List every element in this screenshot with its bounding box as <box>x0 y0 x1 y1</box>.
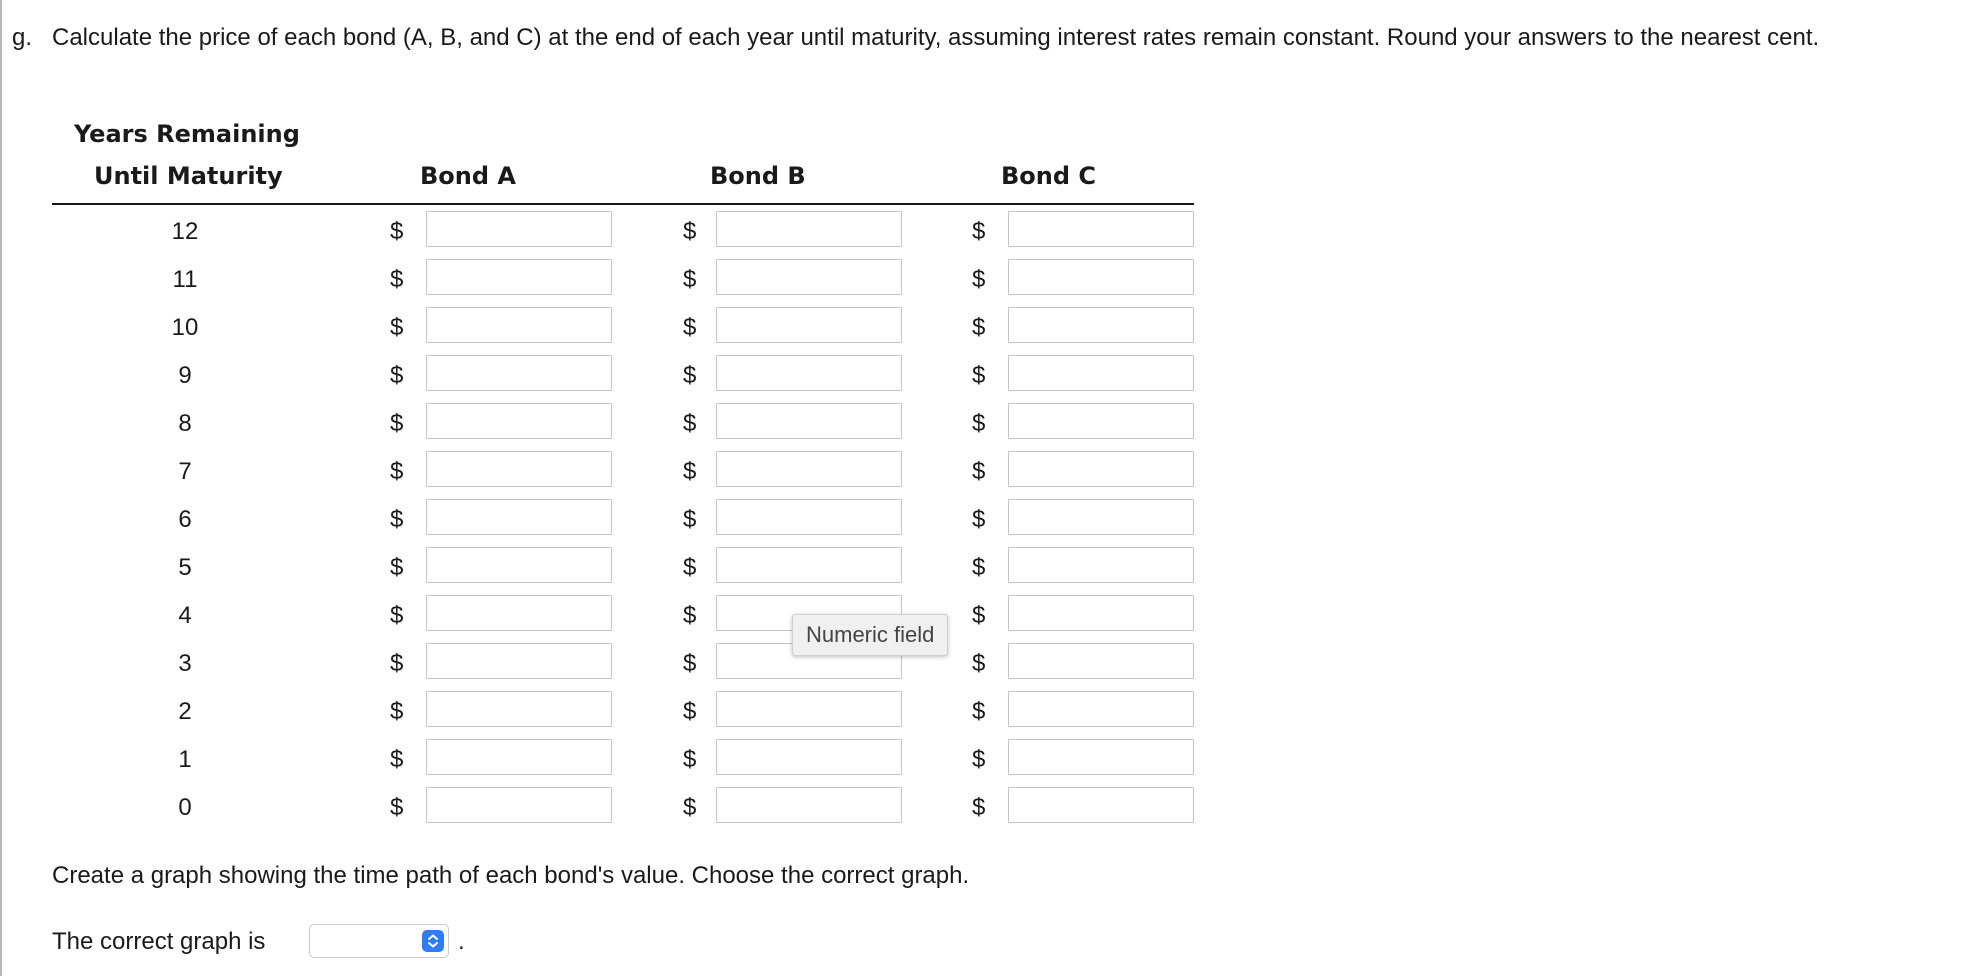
dollar-sign: $ <box>972 410 986 437</box>
bond-a-price-field[interactable] <box>426 259 612 295</box>
bond-b-header: Bond B <box>710 162 806 190</box>
years-remaining-cell: 11 <box>172 266 198 293</box>
dollar-sign: $ <box>972 458 986 485</box>
table-row <box>0 544 1300 592</box>
bond-c-price-field[interactable] <box>1008 595 1194 631</box>
graph-answer-label: The correct graph is <box>52 928 266 955</box>
bond-a-price-field[interactable] <box>426 787 612 823</box>
dollar-sign: $ <box>683 362 697 389</box>
dollar-sign: $ <box>390 746 404 773</box>
question-letter: g. <box>12 24 33 51</box>
bond-a-price-field[interactable] <box>426 355 612 391</box>
dollar-sign: $ <box>683 266 697 293</box>
dollar-sign: $ <box>972 602 986 629</box>
dollar-sign: $ <box>972 362 986 389</box>
dollar-sign: $ <box>683 602 697 629</box>
dollar-sign: $ <box>972 746 986 773</box>
dollar-sign: $ <box>683 554 697 581</box>
years-remaining-cell: 3 <box>178 650 192 677</box>
table-row <box>0 352 1300 400</box>
table-row <box>0 496 1300 544</box>
table-row <box>0 592 1300 640</box>
dollar-sign: $ <box>390 698 404 725</box>
table-row <box>0 400 1300 448</box>
bond-b-price-field[interactable] <box>716 499 902 535</box>
dollar-sign: $ <box>390 794 404 821</box>
bond-c-price-field[interactable] <box>1008 787 1194 823</box>
dollar-sign: $ <box>972 506 986 533</box>
table-row <box>0 448 1300 496</box>
table-row <box>0 208 1300 256</box>
question-g <box>12 17 1912 59</box>
bond-a-price-field[interactable] <box>426 403 612 439</box>
dollar-sign: $ <box>972 218 986 245</box>
bond-b-price-field[interactable] <box>716 451 902 487</box>
dollar-sign: $ <box>390 602 404 629</box>
dollar-sign: $ <box>683 506 697 533</box>
answer-period: . <box>458 928 465 955</box>
dollar-sign: $ <box>972 314 986 341</box>
dollar-sign: $ <box>390 506 404 533</box>
table-row <box>0 640 1300 688</box>
dollar-sign: $ <box>972 266 986 293</box>
table-row <box>0 736 1300 784</box>
dollar-sign: $ <box>390 362 404 389</box>
bond-a-header: Bond A <box>420 162 516 190</box>
bond-c-price-field[interactable] <box>1008 259 1194 295</box>
bond-c-header: Bond C <box>1001 162 1097 190</box>
table-row <box>0 304 1300 352</box>
table-row <box>0 688 1300 736</box>
bond-c-price-field[interactable] <box>1008 691 1194 727</box>
years-remaining-cell: 1 <box>178 746 192 773</box>
dollar-sign: $ <box>390 650 404 677</box>
header-divider <box>52 203 1194 205</box>
dollar-sign: $ <box>972 650 986 677</box>
bond-c-price-field[interactable] <box>1008 307 1194 343</box>
bond-a-price-field[interactable] <box>426 739 612 775</box>
dollar-sign: $ <box>683 458 697 485</box>
numeric-field-tooltip: Numeric field <box>792 614 948 656</box>
bond-c-price-field[interactable] <box>1008 211 1194 247</box>
dollar-sign: $ <box>683 794 697 821</box>
graph-select-dropdown[interactable] <box>309 924 449 958</box>
dollar-sign: $ <box>390 218 404 245</box>
years-remaining-cell: 7 <box>178 458 192 485</box>
bond-b-price-field[interactable] <box>716 547 902 583</box>
dollar-sign: $ <box>390 410 404 437</box>
dollar-sign: $ <box>390 266 404 293</box>
bond-c-price-field[interactable] <box>1008 499 1194 535</box>
bond-c-price-field[interactable] <box>1008 403 1194 439</box>
dollar-sign: $ <box>683 410 697 437</box>
dollar-sign: $ <box>972 698 986 725</box>
years-remaining-cell: 2 <box>178 698 192 725</box>
table-row <box>0 784 1300 832</box>
bond-b-price-field[interactable] <box>716 691 902 727</box>
question-text: Calculate the price of each bond (A, B, and C) at the end of each year until maturity, assuming interest rates remain constant. Round your answers to the nearest cent. <box>52 24 1820 51</box>
years-header-line1: Years Remaining <box>74 120 300 148</box>
bond-b-price-field[interactable] <box>716 355 902 391</box>
years-remaining-cell: 0 <box>178 794 192 821</box>
bond-a-price-field[interactable] <box>426 595 612 631</box>
bond-b-price-field[interactable] <box>716 259 902 295</box>
dollar-sign: $ <box>683 314 697 341</box>
dollar-sign: $ <box>972 554 986 581</box>
bond-b-price-field[interactable] <box>716 739 902 775</box>
years-header-line2: Until Maturity <box>94 162 283 190</box>
table-row <box>0 256 1300 304</box>
bond-a-price-field[interactable] <box>426 547 612 583</box>
years-remaining-cell: 8 <box>178 410 192 437</box>
dollar-sign: $ <box>683 698 697 725</box>
dollar-sign: $ <box>683 650 697 677</box>
bond-a-price-field[interactable] <box>426 451 612 487</box>
bond-a-price-field[interactable] <box>426 691 612 727</box>
bond-c-price-field[interactable] <box>1008 355 1194 391</box>
chevron-up-down-icon <box>422 930 444 952</box>
bond-b-price-field[interactable] <box>716 403 902 439</box>
bond-c-price-field[interactable] <box>1008 643 1194 679</box>
dollar-sign: $ <box>390 314 404 341</box>
years-remaining-cell: 12 <box>171 218 199 245</box>
dollar-sign: $ <box>683 218 697 245</box>
bond-a-price-field[interactable] <box>426 499 612 535</box>
bond-c-price-field[interactable] <box>1008 547 1194 583</box>
years-remaining-cell: 4 <box>178 602 192 629</box>
years-remaining-cell: 6 <box>178 506 192 533</box>
bond-c-price-field[interactable] <box>1008 451 1194 487</box>
dollar-sign: $ <box>390 554 404 581</box>
bond-c-price-field[interactable] <box>1008 739 1194 775</box>
years-remaining-cell: 5 <box>178 554 192 581</box>
bond-b-price-field[interactable] <box>716 211 902 247</box>
bond-a-price-field[interactable] <box>426 643 612 679</box>
bond-b-price-field[interactable] <box>716 787 902 823</box>
bond-b-price-field[interactable] <box>716 307 902 343</box>
graph-question: Create a graph showing the time path of each bond's value. Choose the correct graph. <box>52 862 970 889</box>
dollar-sign: $ <box>972 794 986 821</box>
years-remaining-cell: 9 <box>178 362 192 389</box>
years-remaining-cell: 10 <box>171 314 199 341</box>
dollar-sign: $ <box>683 746 697 773</box>
bond-a-price-field[interactable] <box>426 307 612 343</box>
dollar-sign: $ <box>390 458 404 485</box>
bond-a-price-field[interactable] <box>426 211 612 247</box>
